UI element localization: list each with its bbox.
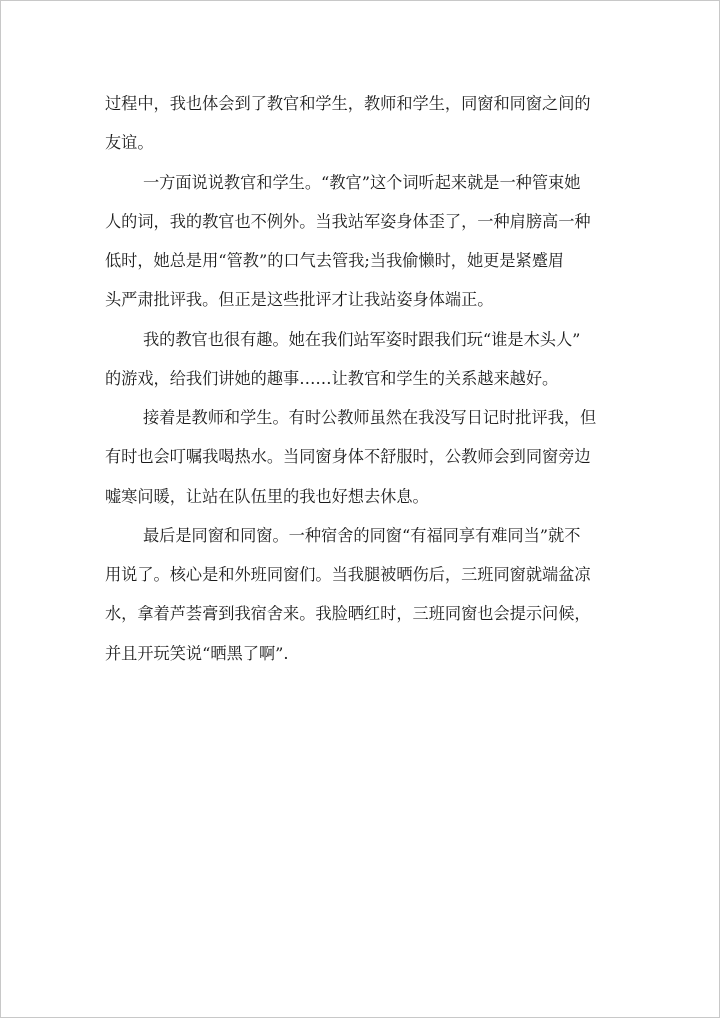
text-line: 人的词，我的教官也不例外。当我站军姿身体歪了，一种肩膀高一种 <box>105 212 591 231</box>
text-line: 的游戏，给我们讲她的趣事……让教官和学生的关系越来越好。 <box>105 369 559 388</box>
text-line: 并且开玩笑说“晒黑了啊”. <box>105 644 289 663</box>
text-line: 用说了。核心是和外班同窗们。当我腿被晒伤后，三班同窗就端盆凉 <box>105 565 591 584</box>
paragraph-first-line: 接着是教师和学生。有时公教师虽然在我没写日记时批评我，但 <box>143 408 597 427</box>
text-line: 友谊。 <box>105 133 154 152</box>
text-line: 嘘寒问暖，让站在队伍里的我也好想去休息。 <box>105 487 429 506</box>
text-line: 有时也会叮嘱我喝热水。当同窗身体不舒服时，公教师会到同窗旁边 <box>105 447 591 466</box>
text-line: 过程中，我也体会到了教官和学生，教师和学生，同窗和同窗之间的 <box>105 94 591 113</box>
paragraph-first-line: 一方面说说教官和学生。“教官”这个词听起来就是一种管束她 <box>143 173 581 192</box>
text-line: 低时，她总是用“管教”的口气去管我;当我偷懒时，她更是紧蹙眉 <box>105 251 565 270</box>
text-line: 头严肃批评我。但正是这些批评才让我站姿身体端正。 <box>105 290 494 309</box>
paragraph-first-line: 我的教官也很有趣。她在我们站军姿时跟我们玩“谁是木头人” <box>143 330 581 349</box>
paragraph-first-line: 最后是同窗和同窗。一种宿舍的同窗“有福同享有难同当”就不 <box>143 526 581 545</box>
text-line: 水，拿着芦荟膏到我宿舍来。我脸晒红时，三班同窗也会提示问候， <box>105 604 591 623</box>
